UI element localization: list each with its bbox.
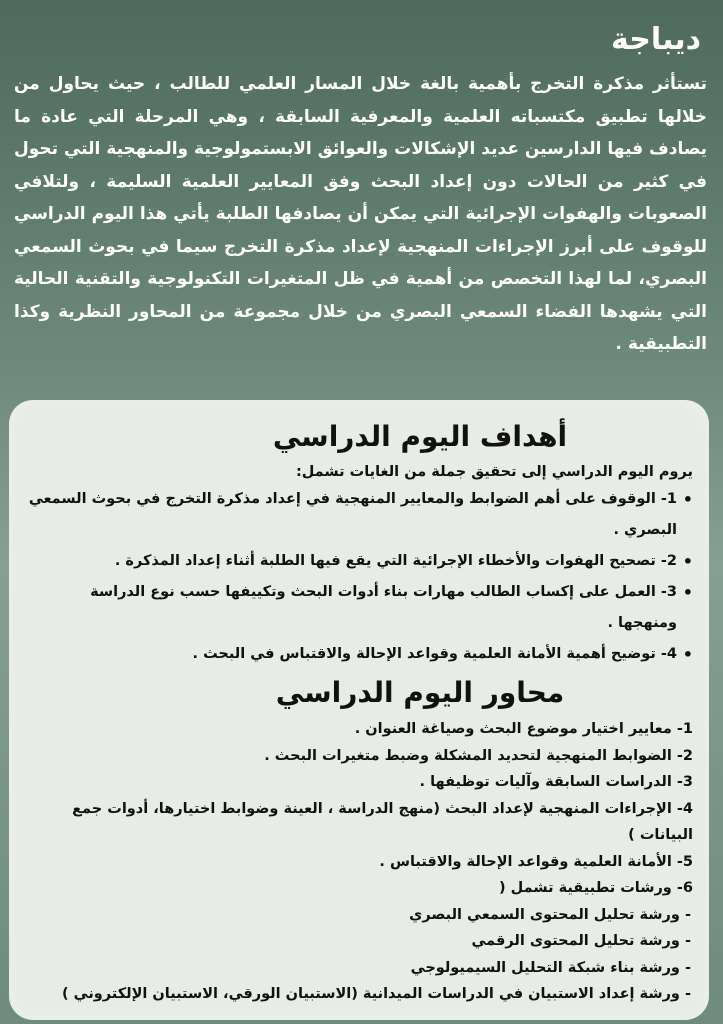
axis-item: 2- الضوابط المنهجية لتحديد المشكلة وضبط متغيرات البحث . — [264, 747, 693, 764]
goal-item: • 3- العمل على إكساب الطالب مهارات بناء أدوات البحث وتكييفها حسب نوع الدراسة ومنهجها . — [27, 577, 693, 639]
goal-item: • 2- تصحيح الهفوات والأخطاء الإجرائية التي يقع فيها الطلبة أثناء إعداد المذكرة . — [27, 546, 693, 577]
workshop-item: - ورشة إعداد الاستبيان في الدراسات الميدانية (الاستبيان الورقي، الاستبيان الإلكتروني ) — [61, 986, 691, 1002]
axis-item: 3- الدراسات السابقة وآليات توظيفها . — [419, 774, 693, 790]
workshop-item: - ورشة تحليل المحتوى السمعي البصري — [409, 906, 691, 923]
preamble-section — [14, 18, 707, 361]
goals-list — [27, 484, 693, 670]
axis-item: 1- معايير اختيار موضوع البحث وصياغة العنوان . — [354, 721, 693, 737]
goal-item: • 1- الوقوف على أهم الضوابط والمعايير المنهجية في إعداد مذكرة التخرج في بحوث السمعي البصري . — [27, 484, 693, 546]
content-card — [9, 400, 709, 1020]
goals-title: أهداف اليوم الدراسي — [272, 420, 568, 453]
axis-item: 6- ورشات تطبيقية تشمل ( — [499, 880, 693, 896]
preamble-text: تستأثر مذكرة التخرج بأهمية بالغة خلال المسار العلمي للطالب ، حيث يحاول من خلالها تطبيق مكتسباته العلمية والمعرفية السابقة ، وهي المرحلة التي عادة ما يصادف فيها الدارسين عديد الإشكالات والعوائق الابستمولوجية والمنهجية التي تحول في كثير من الحالات دون إعداد البحث وفق المعايير العلمية السليمة ، ولتلافي الصعوبات والهفوات الإجرائية التي يمكن أن يصادفها الطلبة يأتي هذا اليوم الدراسي للوقوف على أبرز الإجراءات المنهجية لإعداد مذكرة التخرج سيما في بحوث السمعي البصري، لما لهذا التخصص من أهمية في ظل المتغيرات التكنولوجية والتقنية الحالية التي يشهدها الفضاء السمعي البصري من خلال مجموعة من المحاور النظرية وكذا التطبيقية . — [14, 74, 707, 354]
axis-item: 5- الأمانة العلمية وقواعد الإحالة والاقتباس . — [379, 853, 693, 870]
goals-intro: يروم اليوم الدراسي إلى تحقيق جملة من الغايات تشمل: — [295, 464, 693, 480]
goal-item: • 4- توضيح أهمية الأمانة العلمية وقواعد الإحالة والاقتباس في البحث . — [27, 639, 693, 670]
workshop-item: - ورشة تحليل المحتوى الرقمي — [471, 933, 691, 949]
workshops-list — [27, 902, 693, 1008]
preamble-title: ديباجة — [611, 22, 701, 57]
axis-item: 4- الإجراءات المنهجية لإعداد البحث (منهج الدراسة ، العينة وضوابط اختيارها، أدوات جمع البيانات ) — [72, 800, 693, 843]
axes-title: محاور اليوم الدراسي — [275, 676, 565, 709]
axes-list — [27, 716, 693, 902]
workshop-item: - ورشة بناء شبكة التحليل السيميولوجي — [410, 959, 691, 976]
